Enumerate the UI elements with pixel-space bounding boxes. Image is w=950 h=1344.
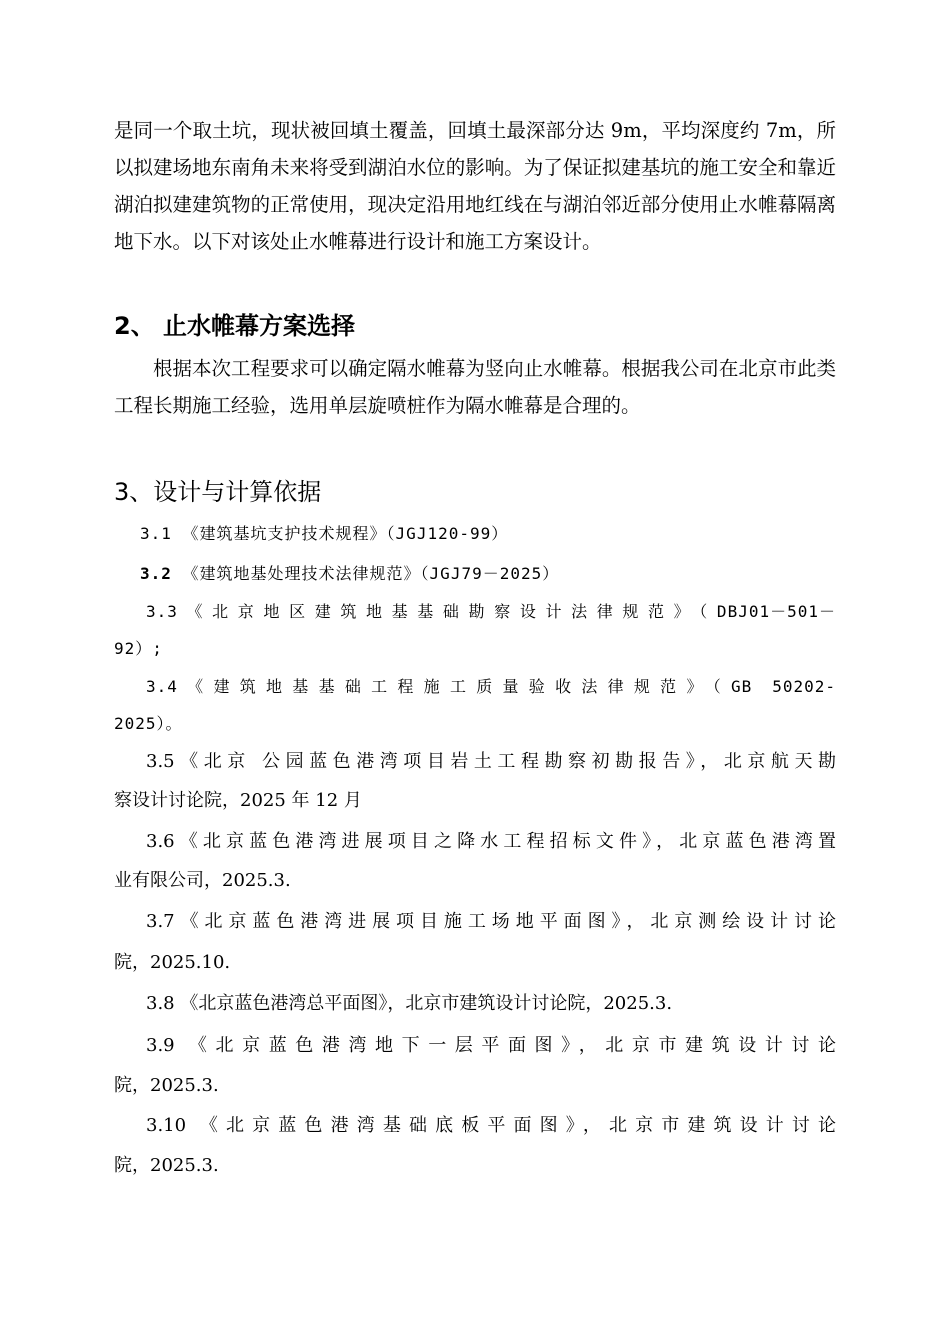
reference-number: 3.1 — [140, 524, 172, 543]
reference-3-3-cont — [114, 630, 836, 667]
reference-text-line-1: 3.10 《北京蓝色港湾基础底板平面图》，北京市建筑设计讨论 — [146, 1115, 836, 1136]
reference-text-line-1: 3.5《北京 公园蓝色港湾项目岩土工程勘察初勘报告》，北京航天勘 — [146, 751, 836, 772]
section-2-heading: 2、 止水帷幕方案选择 — [114, 312, 356, 340]
reference-text-line-2: 92）; — [114, 639, 163, 658]
reference-3-3 — [146, 593, 836, 630]
reference-text-line-1: 3.3《北京地区建筑地基基础勘察设计法律规范》（DBJ01－501－ — [146, 602, 836, 621]
reference-3-10 — [146, 1107, 836, 1144]
reference-text-line-1: 3.9 《北京蓝色港湾地下一层平面图》，北京市建筑设计讨论 — [146, 1035, 836, 1056]
reference-text-line-2: 业有限公司，2025.3. — [114, 870, 291, 891]
reference-3-7-cont — [114, 944, 836, 981]
reference-text-line-2: 院，2025.10. — [114, 952, 231, 973]
reference-3-6-cont — [114, 862, 836, 899]
reference-text-line-1: 3.4《建筑地基基础工程施工质量验收法律规范》（GB 50202- — [146, 677, 836, 696]
section-2-paragraph: 根据本次工程要求可以确定隔水帷幕为竖向止水帷幕。根据我公司在北京市此类工程长期施工经验，选用单层旋喷桩作为隔水帷幕是合理的。 — [114, 357, 836, 417]
reference-3-2 — [140, 555, 836, 592]
reference-text-line-2: 院，2025.3. — [114, 1155, 219, 1176]
section-3-heading: 3、设计与计算依据 — [114, 478, 322, 506]
reference-text-line-1: 3.7《北京蓝色港湾进展项目施工场地平面图》，北京测绘设计讨论 — [146, 911, 836, 932]
reference-3-7 — [146, 903, 836, 940]
reference-text-line-2: 2025）。 — [114, 714, 183, 733]
reference-3-4 — [146, 668, 836, 705]
reference-3-4-cont — [114, 705, 836, 742]
reference-3-5 — [146, 743, 836, 780]
reference-text-line-1: 3.6《北京蓝色港湾进展项目之降水工程招标文件》，北京蓝色港湾置 — [146, 831, 836, 852]
reference-3-5-cont — [114, 782, 836, 819]
reference-3-9-cont — [114, 1067, 836, 1104]
reference-3-9 — [146, 1027, 836, 1064]
reference-text: 《建筑地基处理技术法律规范》（JGJ79－2025） — [182, 564, 560, 583]
reference-3-8 — [146, 985, 836, 1022]
reference-text: 3.8 《北京蓝色港湾总平面图》，北京市建筑设计讨论院，2025.3. — [146, 993, 673, 1014]
reference-number: 3.2 — [140, 564, 172, 583]
reference-3-10-cont — [114, 1147, 836, 1184]
reference-text: 《建筑基坑支护技术规程》（JGJ120-99） — [182, 524, 509, 543]
reference-text-line-2: 院，2025.3. — [114, 1075, 219, 1096]
reference-text-line-2: 察设计讨论院，2025 年 12 月 — [114, 790, 362, 811]
reference-3-1 — [140, 515, 836, 552]
intro-paragraph: 是同一个取土坑，现状被回填土覆盖，回填土最深部分达 9m，平均深度约 7m，所以拟建场地东南角未来将受到湖泊水位的影响。为了保证拟建基坑的施工安全和靠近湖泊拟建建筑物的正常使用，现决定沿用地红线在与湖泊邻近部分使用止水帷幕隔离地下水。以下对该处止水帷幕进行设计和施工方案设计。 — [114, 119, 836, 253]
reference-3-6 — [146, 823, 836, 860]
